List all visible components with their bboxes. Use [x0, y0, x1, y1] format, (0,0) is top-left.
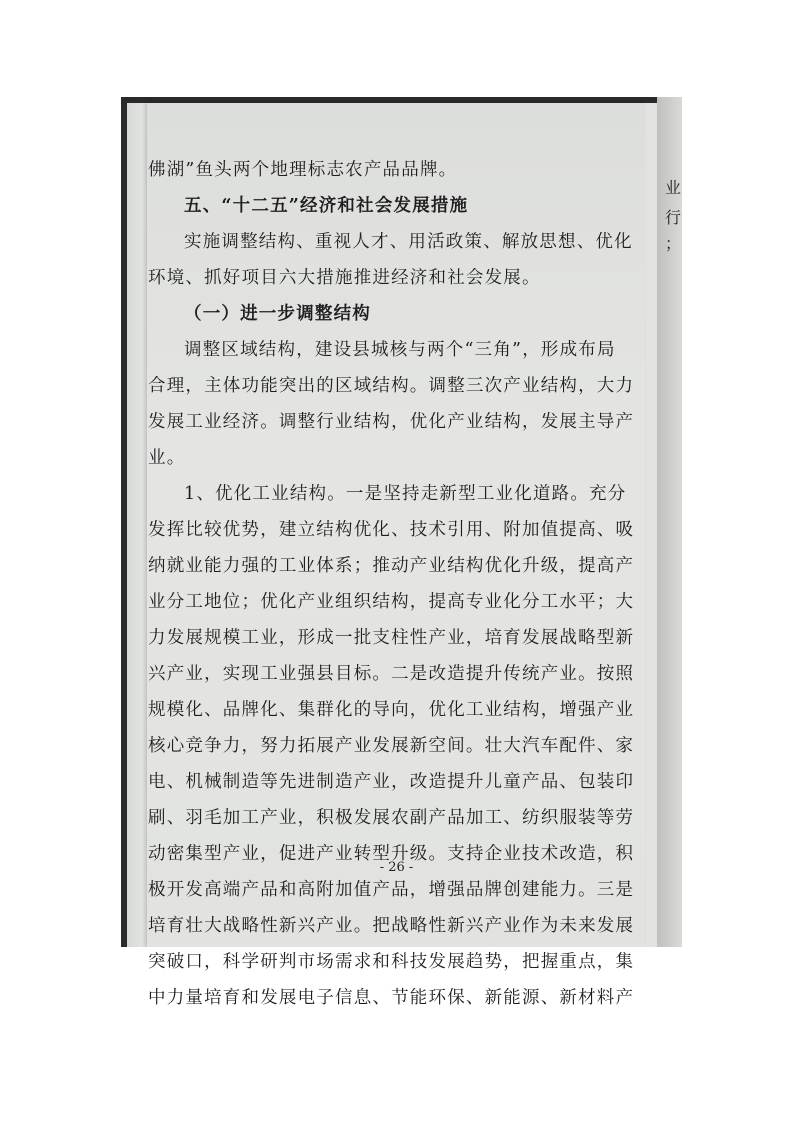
page-body-text: [148, 152, 648, 1016]
adjacent-page-char: ；: [665, 234, 682, 253]
text-line: 动密集型产业，促进产业转型升级。支持企业技术改造，积: [148, 844, 635, 864]
text-line: 1、优化工业结构。一是坚持走新型工业化道路。充分: [184, 484, 627, 504]
section-heading: 五、“十二五”经济和社会发展措施: [184, 196, 469, 216]
text-line: 规模化、品牌化、集群化的导向，优化工业结构，增强产业: [148, 700, 635, 720]
text-line: 极开发高端产品和高附加值产品，增强品牌创建能力。三是: [148, 880, 635, 900]
page-number: - 26 -: [379, 860, 414, 875]
text-line: 电、机械制造等先进制造产业，改造提升儿童产品、包装印: [148, 772, 635, 792]
text-line: 合理，主体功能突出的区域结构。调整三次产业结构，大力: [148, 376, 635, 396]
text-line: 纳就业能力强的工业体系；推动产业结构优化升级，提高产: [148, 556, 635, 576]
text-line: 中力量培育和发展电子信息、节能环保、新能源、新材料产: [148, 988, 635, 1008]
text-line: 兴产业，实现工业强县目标。二是改造提升传统产业。按照: [148, 664, 635, 684]
adjacent-page-char: 业: [665, 178, 682, 197]
text-line: 环境、抓好项目六大措施推进经济和社会发展。: [148, 268, 541, 288]
text-line: 业分工地位；优化产业组织结构，提高专业化分工水平；大: [148, 592, 635, 612]
text-line: 佛湖”鱼头两个地理标志农产品品牌。: [148, 160, 458, 180]
section-heading: （一）进一步调整结构: [184, 304, 371, 324]
adjacent-page-edge: [657, 97, 682, 947]
text-line: 业。: [148, 448, 186, 468]
text-line: 实施调整结构、重视人才、用活政策、解放思想、优化: [184, 232, 633, 252]
text-line: 力发展规模工业，形成一批支柱性产业，培育发展战略型新: [148, 628, 635, 648]
text-line: 发挥比较优势，建立结构优化、技术引用、附加值提高、吸: [148, 520, 635, 540]
text-line: 调整区域结构，建设县城核与两个“三角”，形成布局: [184, 340, 616, 360]
text-line: 培育壮大战略性新兴产业。把战略性新兴产业作为未来发展: [148, 916, 635, 936]
text-line: 刷、羽毛加工产业，积极发展农副产品加工、纺织服装等劳: [148, 808, 635, 828]
text-line: 发展工业经济。调整行业结构，优化产业结构，发展主导产: [148, 412, 635, 432]
text-line: 突破口，科学研判市场需求和科技发展趋势，把握重点，集: [148, 952, 635, 972]
text-line: 核心竞争力，努力拓展产业发展新空间。壮大汽车配件、家: [148, 736, 635, 756]
adjacent-page-char: 行: [665, 208, 682, 227]
